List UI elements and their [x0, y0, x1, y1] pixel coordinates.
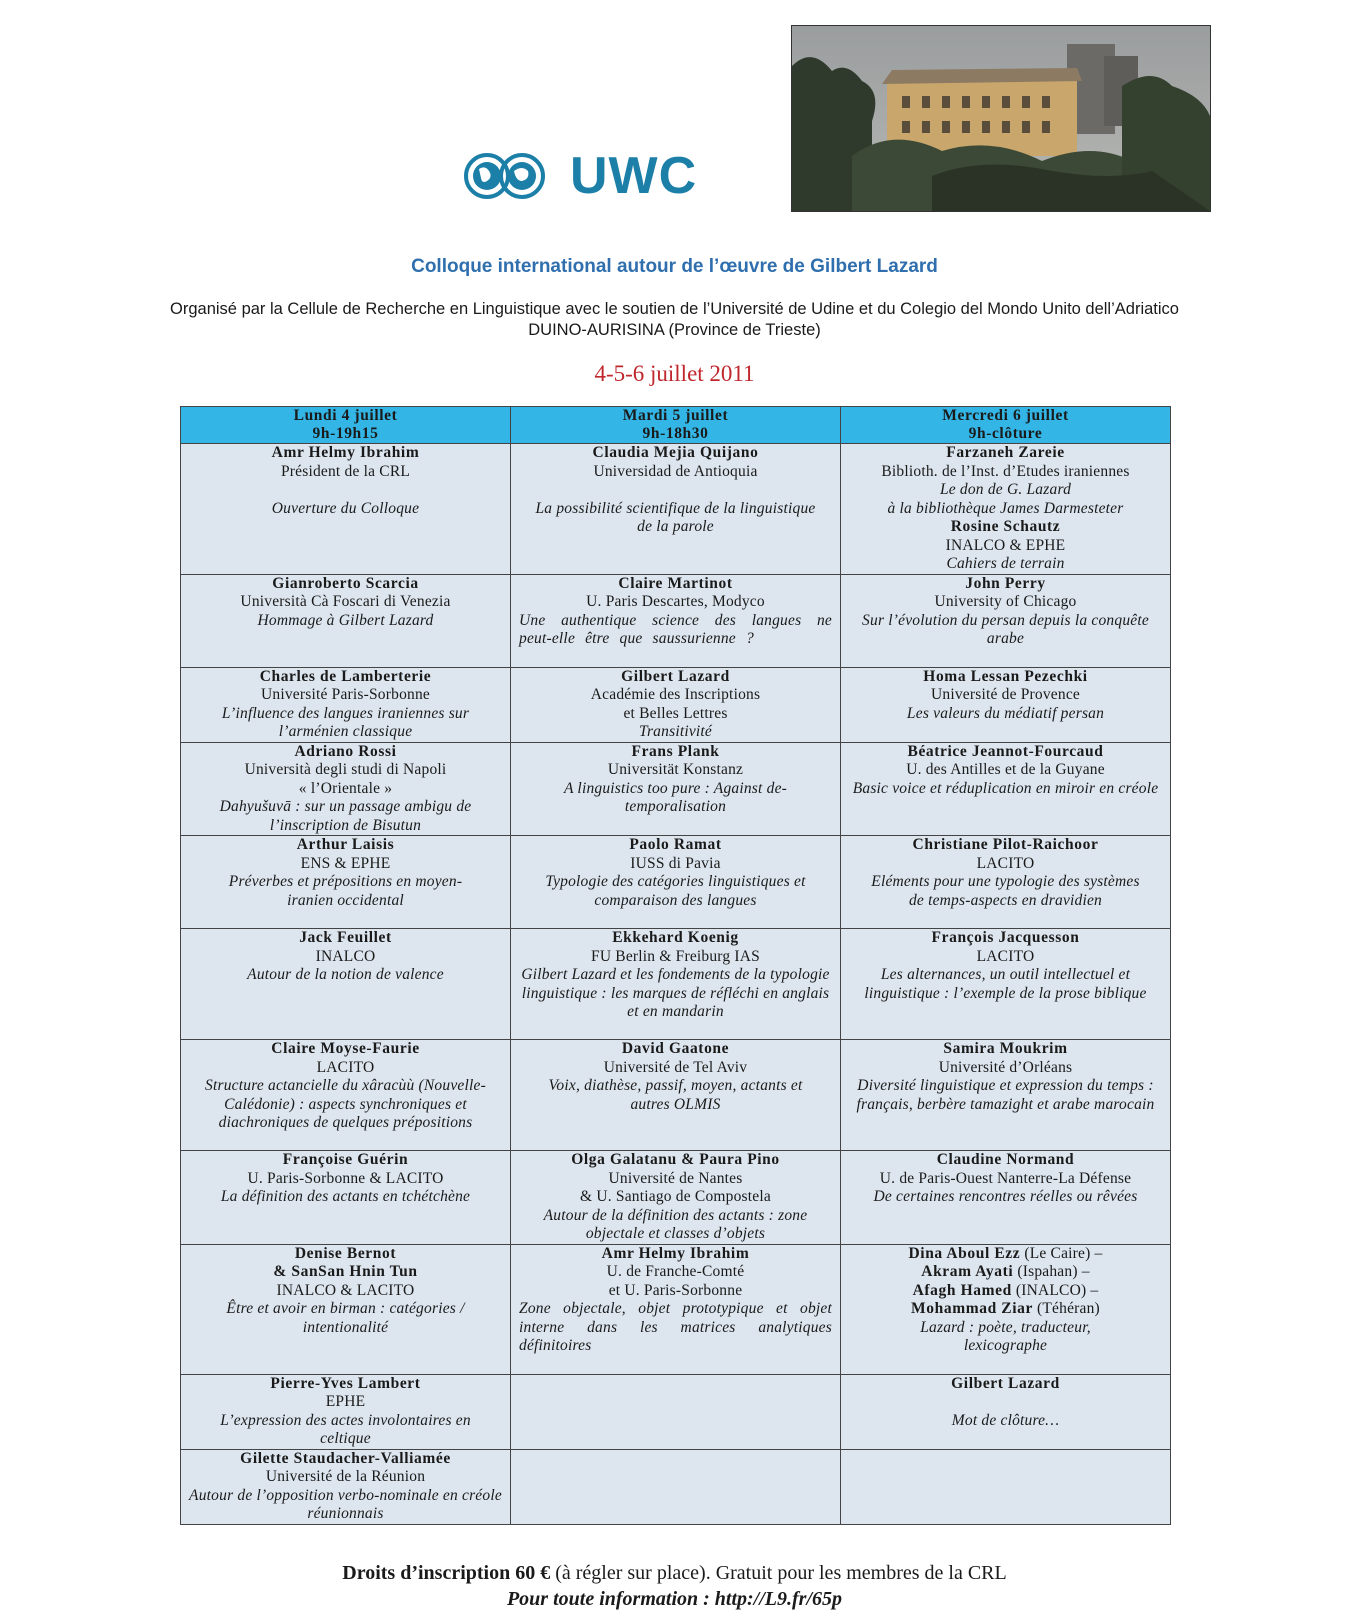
speaker-name: Claire Moyse-Faurie	[271, 1040, 420, 1057]
session-cell	[181, 1040, 511, 1151]
table-row	[181, 574, 1171, 667]
talk-title: Gilbert Lazard et les fondements de la typologie linguistique : les marques de réfléchi en anglais et en mandarin	[521, 966, 830, 1020]
affiliation: Université de Nantes	[608, 1169, 743, 1187]
affiliation: Université d’Orléans	[938, 1058, 1073, 1076]
session-cell	[511, 836, 841, 929]
talk-title: Dahyušuvā : sur un passage ambigu de l’inscription de Bisutun	[219, 798, 472, 834]
talk-title: Transitivité	[638, 723, 713, 740]
talk-title: L’influence des langues iraniennes sur l’arménien classique	[221, 704, 470, 740]
speaker-name: Amr Helmy Ibrahim	[271, 444, 420, 461]
speaker-name: Amr Helmy Ibrahim	[601, 1244, 750, 1262]
speaker-name: Claire Martinot	[618, 574, 733, 592]
session-cell	[181, 742, 511, 836]
table-row	[181, 1449, 1171, 1524]
affiliation: Biblioth. de l’Inst. d’Etudes iraniennes	[881, 462, 1130, 480]
session-cell	[511, 1151, 841, 1245]
session-cell	[181, 1449, 511, 1524]
organizer-text	[0, 299, 1349, 341]
speaker-name: Pierre-Yves Lambert	[270, 1374, 421, 1392]
talk-title: Voix, diathèse, passif, moyen, actants et autres OLMIS	[548, 1077, 803, 1113]
speaker-name: David Gaatone	[621, 1040, 730, 1057]
speaker-name: Frans Plank	[631, 742, 720, 760]
speaker-name: Claudia Mejia Quijano	[592, 444, 759, 461]
session-cell	[181, 836, 511, 929]
table-row	[181, 836, 1171, 929]
affiliation: Académie des Inscriptions	[590, 686, 761, 703]
empty-cell	[511, 1449, 841, 1524]
speaker-name: Homa Lessan Pezechki	[923, 667, 1088, 685]
organizer-line-2: DUINO-AURISINA (Province de Trieste)	[528, 321, 821, 339]
speaker-name: Olga Galatanu & Paura Pino	[571, 1151, 780, 1168]
speaker-name: Farzaneh Zareie	[946, 444, 1065, 461]
talk-title: Eléments pour une typologie des systèmes de temps-aspects en dravidien	[871, 873, 1140, 909]
speaker-line: Mohammad Ziar (Téhéran)	[911, 1300, 1100, 1317]
speaker-name: Samira Moukrim	[943, 1040, 1068, 1057]
talk-title: Les valeurs du médiatif persan	[906, 704, 1105, 722]
affiliation: Universität Konstanz	[607, 761, 744, 778]
talk-title: Typologie des catégories linguistiques et comparaison des langues	[545, 873, 806, 909]
logo-text: UWC	[570, 147, 698, 205]
registration-fee: Droits d’inscription 60 € (à régler sur place). Gratuit pour les membres de la CRL	[342, 1562, 1007, 1584]
session-cell	[841, 1374, 1171, 1449]
talk-title: Cahiers de terrain	[946, 555, 1065, 572]
affiliation: University of Chicago	[934, 593, 1077, 610]
table-row	[181, 1151, 1171, 1245]
session-cell	[841, 1151, 1171, 1245]
talk-title: Autour de l’opposition verbo-nominale en créole réunionnais	[189, 1486, 502, 1522]
session-cell	[511, 742, 841, 836]
speaker-name: Jack Feuillet	[299, 929, 392, 946]
talk-title: Zone objectale, objet prototypique et objet interne dans les matrices analytiques définitoires	[519, 1300, 832, 1354]
affiliation: Università degli studi di Napoli	[244, 761, 447, 778]
session-cell	[841, 836, 1171, 929]
affiliation: FU Berlin & Freiburg IAS	[591, 947, 760, 965]
affiliation: INALCO & LACITO	[276, 1281, 415, 1299]
table-row	[181, 1040, 1171, 1151]
affiliation: Université de Provence	[930, 686, 1081, 703]
session-cell	[841, 1040, 1171, 1151]
speaker-line: Dina Aboul Ezz (Le Caire) –	[908, 1244, 1103, 1262]
session-cell	[511, 1040, 841, 1151]
talk-title: Préverbes et prépositions en moyen-iranien occidental	[228, 873, 463, 909]
session-cell	[841, 1244, 1171, 1374]
speaker-name: Charles de Lamberterie	[259, 667, 432, 685]
talk-title: Lazard : poète, traducteur, lexicographe	[920, 1318, 1091, 1354]
talk-title: De certaines rencontres réelles ou rêvées	[873, 1188, 1138, 1205]
affiliation: et Belles Lettres	[623, 704, 728, 722]
event-dates: 4-5-6 juillet 2011	[594, 361, 755, 386]
session-cell	[511, 929, 841, 1040]
session-cell	[181, 574, 511, 667]
affiliation: Università Cà Foscari di Venezia	[240, 593, 451, 610]
session-cell	[181, 929, 511, 1040]
affiliation: U. Paris-Sorbonne & LACITO	[247, 1169, 444, 1187]
table-row	[181, 742, 1171, 836]
affiliation: Président de la CRL	[280, 462, 411, 480]
session-cell	[511, 574, 841, 667]
talk-title: Être et avoir en birman : catégories / intentionalité	[226, 1300, 465, 1336]
speaker-name: Arthur Laisis	[296, 836, 395, 853]
session-cell	[841, 444, 1171, 575]
talk-title: Sur l’évolution du persan depuis la conquête arabe	[862, 611, 1149, 647]
speaker-name: Françoise Guérin	[282, 1151, 409, 1168]
affiliation: Universidad de Antioquia	[593, 462, 758, 480]
session-cell	[511, 444, 841, 575]
talk-title: Les alternances, un outil intellectuel et linguistique : l’exemple de la prose biblique	[864, 966, 1147, 1002]
header-row	[181, 407, 1171, 444]
affiliation: U. de Franche-Comté	[606, 1263, 745, 1280]
uwc-logo	[462, 146, 697, 206]
talk-title: Mot de clôture…	[951, 1411, 1060, 1429]
session-cell	[181, 667, 511, 742]
affiliation: « l’Orientale »	[298, 779, 393, 797]
organizer-line-1: Organisé par la Cellule de Recherche en Linguistique avec le soutien de l’Université de Udine et du Colegio del Mondo Unito dell’Adriatico	[170, 300, 1179, 318]
speaker-name: Béatrice Jeannot-Fourcaud	[907, 742, 1104, 760]
empty-cell	[841, 1449, 1171, 1524]
speaker-name: François Jacquesson	[931, 929, 1080, 946]
speaker-name: Ekkehard Koenig	[612, 929, 739, 946]
affiliation: INALCO & EPHE	[945, 536, 1066, 554]
affiliation: EPHE	[325, 1393, 366, 1410]
speaker-name: Denise Bernot	[294, 1244, 397, 1262]
session-cell	[841, 742, 1171, 836]
speaker-name: Claudine Normand	[936, 1151, 1075, 1168]
program-table	[180, 406, 1171, 1525]
session-cell	[841, 667, 1171, 742]
info-link[interactable]: Pour toute information : http://L9.fr/65p	[506, 1588, 843, 1610]
table-row	[181, 1374, 1171, 1449]
affiliation: U. des Antilles et de la Guyane	[906, 761, 1105, 778]
affiliation: ENS & EPHE	[300, 854, 391, 872]
talk-title: Le don de G. Lazard	[939, 481, 1072, 498]
session-cell	[181, 1244, 511, 1374]
table-row	[181, 667, 1171, 742]
speaker-name: Gilbert Lazard	[621, 667, 730, 685]
speaker-name: Gilette Staudacher-Valliamée	[240, 1449, 451, 1467]
session-cell	[181, 1374, 511, 1449]
affiliation: Université de Tel Aviv	[603, 1058, 748, 1076]
affiliation: & U. Santiago de Compostela	[580, 1188, 771, 1205]
talk-title: A linguistics too pure : Against de-temporalisation	[563, 779, 788, 815]
page-title: Colloque international autour de l’œuvre de Gilbert Lazard	[411, 256, 938, 277]
talk-title: Autour de la définition des actants : zone objectale et classes d’objets	[543, 1206, 808, 1242]
speaker-name: Adriano Rossi	[294, 742, 397, 760]
affiliation: LACITO	[976, 947, 1035, 965]
castle-photo	[791, 25, 1211, 212]
affiliation: U. Paris Descartes, Modyco	[586, 593, 765, 610]
affiliation: LACITO	[316, 1058, 375, 1076]
talk-title: Basic voice et réduplication en miroir en créole	[852, 779, 1159, 797]
session-cell	[511, 667, 841, 742]
session-cell	[841, 574, 1171, 667]
day-header: Lundi 4 juillet 9h-19h15	[181, 407, 511, 444]
empty-cell	[511, 1374, 841, 1449]
affiliation: Université Paris-Sorbonne	[260, 686, 430, 703]
table-row	[181, 1244, 1171, 1374]
speaker-name: John Perry	[965, 574, 1046, 592]
talk-title: Ouverture du Colloque	[271, 499, 420, 517]
affiliation: LACITO	[976, 854, 1035, 872]
speaker-name: Gianroberto Scarcia	[272, 574, 419, 592]
affiliation: INALCO	[315, 947, 376, 965]
talk-title: Autour de la notion de valence	[247, 966, 444, 983]
table-row	[181, 929, 1171, 1040]
speaker-name: Rosine Schautz	[950, 518, 1061, 535]
speaker-name: Gilbert Lazard	[951, 1374, 1060, 1392]
talk-title: Une authentique science des langues ne peut-elle être que saussurienne ?	[519, 611, 832, 647]
speaker-name: Paolo Ramat	[629, 836, 722, 853]
session-cell	[841, 929, 1171, 1040]
day-header: Mercredi 6 juillet 9h-clôture	[841, 407, 1171, 444]
talk-title: L’expression des actes involontaires en celtique	[220, 1411, 471, 1447]
session-cell	[181, 444, 511, 575]
affiliation: et U. Paris-Sorbonne	[608, 1281, 743, 1299]
talk-title: Structure actancielle du xâracùù (Nouvelle-Calédonie) : aspects synchroniques et diachroniques de quelques prépositions	[205, 1077, 486, 1131]
speaker-name: Christiane Pilot-Raichoor	[912, 836, 1099, 853]
affiliation: Université de la Réunion	[265, 1468, 426, 1485]
talk-title: La définition des actants en tchétchène	[220, 1188, 471, 1205]
speaker-line: Afagh Hamed (INALCO) –	[912, 1281, 1099, 1299]
talk-title: à la bibliothèque James Darmesteter	[887, 499, 1124, 517]
talk-title: Hommage à Gilbert Lazard	[257, 611, 434, 629]
speaker-line: Akram Ayati (Ispahan) –	[921, 1263, 1090, 1280]
globes-icon	[462, 151, 562, 201]
table-row	[181, 444, 1171, 575]
talk-title: Diversité linguistique et expression du temps : français, berbère tamazight et arabe marocain	[856, 1077, 1155, 1113]
day-header: Mardi 5 juillet 9h-18h30	[511, 407, 841, 444]
affiliation: U. de Paris-Ouest Nanterre-La Défense	[879, 1169, 1132, 1187]
speaker-name: & SanSan Hnin Tun	[273, 1263, 418, 1280]
talk-title: La possibilité scientifique de la linguistique de la parole	[535, 499, 816, 535]
affiliation: IUSS di Pavia	[630, 854, 721, 872]
session-cell	[511, 1244, 841, 1374]
session-cell	[181, 1151, 511, 1245]
